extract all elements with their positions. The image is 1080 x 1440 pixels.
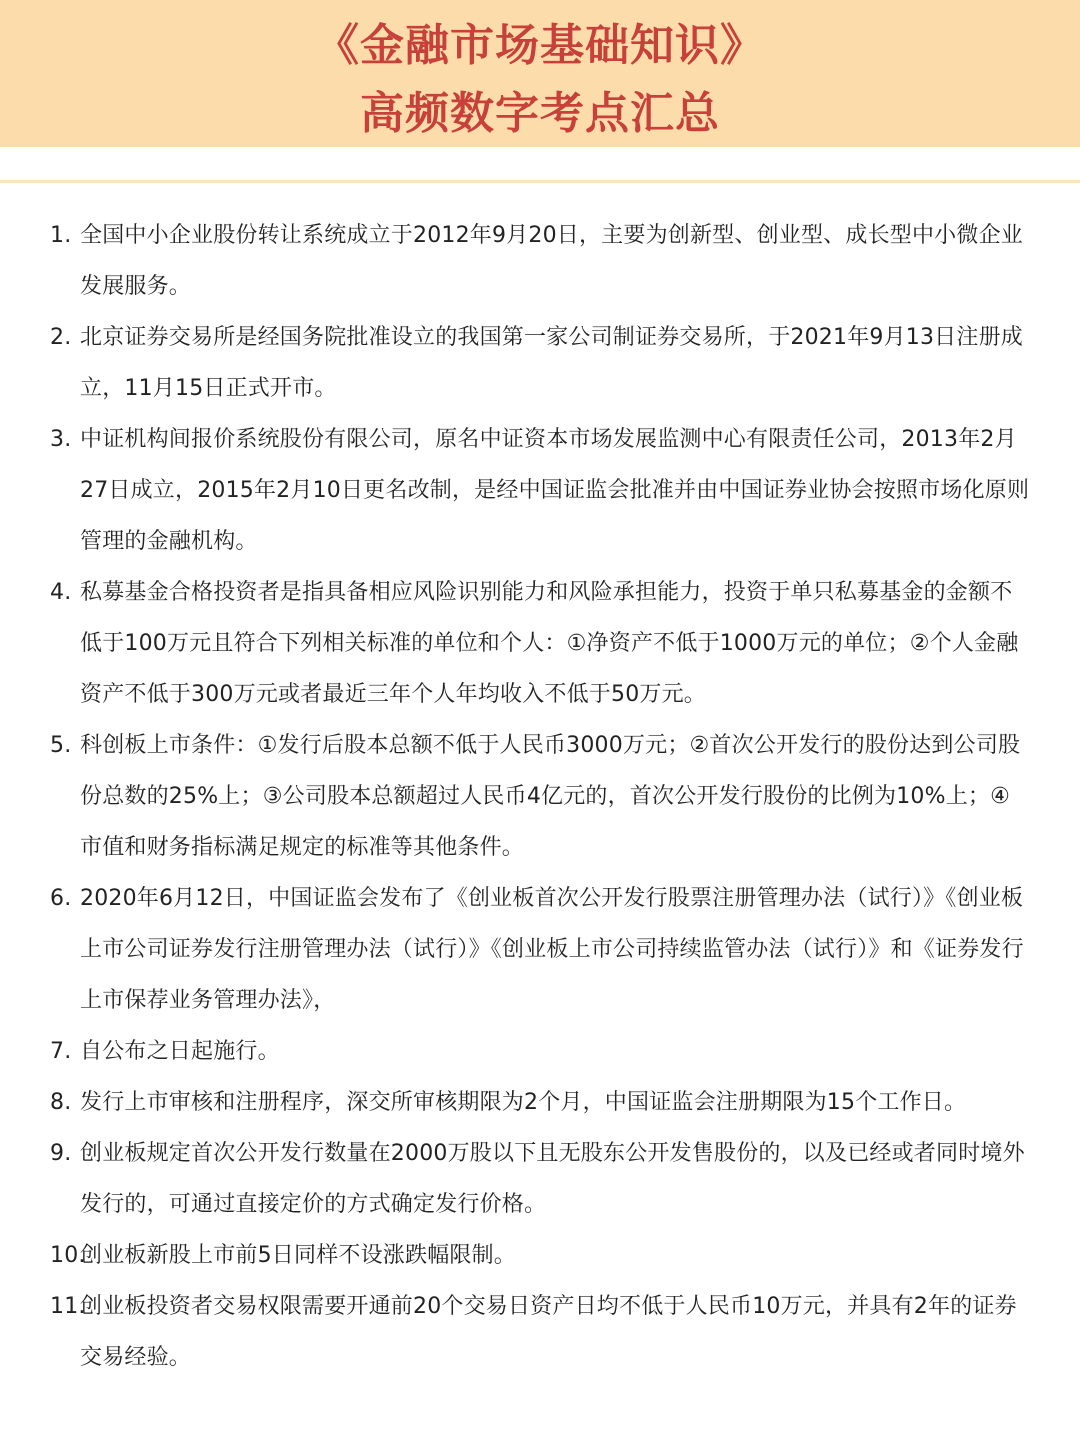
item-text: 创业板投资者交易权限需要开通前20个交易日资产日均不低于人民币10万元，并具有2年的证券交易经验。	[80, 1294, 1017, 1370]
list-item	[50, 210, 1030, 312]
list-item	[50, 720, 1030, 873]
list-item	[50, 414, 1030, 567]
item-text: 科创板上市条件：①发行后股本总额不低于人民币3000万元；②首次公开发行的股份达到公司股份总数的25%上；③公司股本总额超过人民币4亿元的，首次公开发行股份的比例为10%上；④市值和财务指标满足规定的标准等其他条件。	[80, 733, 1021, 860]
item-text: 私募基金合格投资者是指具备相应风险识别能力和风险承担能力，投资于单只私募基金的金额不低于100万元且符合下列相关标准的单位和个人：①净资产不低于1000万元的单位；②个人金融资产不低于300万元或者最近三年个人年均收入不低于50万元。	[80, 580, 1019, 707]
item-number: 3.	[50, 427, 72, 452]
list-item	[50, 567, 1030, 720]
title-line-2: 高频数字考点汇总	[360, 88, 720, 139]
item-text: 发行上市审核和注册程序，深交所审核期限为2个月，中国证监会注册期限为15个工作日。	[80, 1090, 967, 1115]
divider	[0, 180, 1080, 183]
title-line-1: 《金融市场基础知识》	[315, 20, 765, 71]
key-points-list	[50, 210, 1030, 1383]
item-number: 8.	[50, 1090, 72, 1115]
item-number: 7.	[50, 1039, 72, 1064]
list-item	[50, 1077, 1030, 1128]
header-banner	[0, 0, 1080, 147]
item-number: 11.	[50, 1294, 86, 1319]
list-item	[50, 1281, 1030, 1383]
item-text: 创业板新股上市前5日同样不设涨跌幅限制。	[80, 1243, 516, 1268]
item-number: 9.	[50, 1141, 72, 1166]
item-text: 北京证券交易所是经国务院批准设立的我国第一家公司制证券交易所，于2021年9月13日注册成立，11月15日正式开市。	[80, 325, 1023, 401]
item-number: 4.	[50, 580, 72, 605]
list-item	[50, 1128, 1030, 1230]
item-number: 1.	[50, 223, 72, 248]
item-number: 10.	[50, 1243, 86, 1268]
item-text: 创业板规定首次公开发行数量在2000万股以下且无股东公开发售股份的，以及已经或者同时境外发行的，可通过直接定价的方式确定发行价格。	[80, 1141, 1025, 1217]
item-text: 中证机构间报价系统股份有限公司，原名中证资本市场发展监测中心有限责任公司，2013年2月27日成立，2015年2月10日更名改制，是经中国证监会批准并由中国证券业协会按照市场化原则管理的金融机构。	[80, 427, 1030, 554]
item-number: 5.	[50, 733, 72, 758]
item-text: 2020年6月12日，中国证监会发布了《创业板首次公开发行股票注册管理办法（试行）》《创业板上市公司证券发行注册管理办法（试行）》《创业板上市公司持续监管办法（试行）》和《证券发行上市保荐业务管理办法》，	[80, 886, 1024, 1013]
item-text: 全国中小企业股份转让系统成立于2012年9月20日，主要为创新型、创业型、成长型中小微企业发展服务。	[80, 223, 1023, 299]
list-item	[50, 873, 1030, 1026]
item-text: 自公布之日起施行。	[80, 1039, 280, 1064]
list-item	[50, 312, 1030, 414]
item-number: 6.	[50, 886, 72, 911]
item-number: 2.	[50, 325, 72, 350]
list-item	[50, 1230, 1030, 1281]
list-item	[50, 1026, 1030, 1077]
